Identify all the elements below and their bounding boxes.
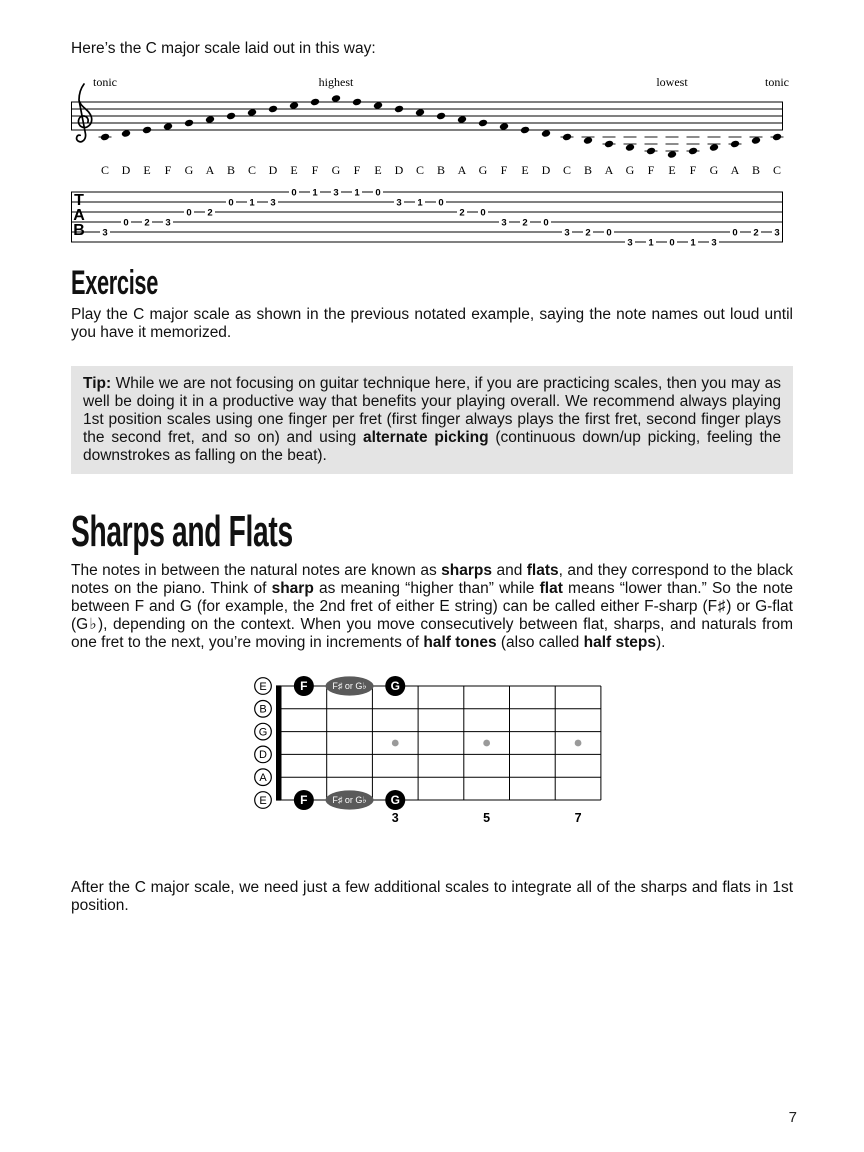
note-head [499,122,509,130]
note-head [667,150,677,158]
note-name: C [772,162,782,177]
note-name: B [436,162,446,177]
note-head [562,133,572,141]
note-head [352,98,362,106]
note-head [289,101,299,109]
fretboard-diagram [250,674,614,830]
note-name: G [625,162,635,177]
section-label: tonic [765,74,789,89]
note-name: D [268,162,278,177]
tab-fret-number: 0 [438,197,444,209]
tab-fret-number: 1 [690,237,696,249]
tab-fret-number: 3 [627,237,633,249]
note-head [310,98,320,106]
section-label: lowest [656,74,688,89]
note-name: D [121,162,131,177]
fret-number: 3 [391,810,399,825]
tab-fret-number: 2 [522,217,528,229]
tab-fret-number: 1 [312,187,318,199]
tab-fret-number: 0 [291,187,297,199]
string-label: D [259,748,267,761]
tab-fret-number: 0 [228,197,234,209]
tip-label: Tip: [83,374,112,392]
note-name: E [290,162,298,177]
tab-fret-number: 0 [669,237,675,249]
note-head [163,122,173,130]
note-marker-label: F [300,792,308,807]
tab-fret-number: 0 [606,227,612,239]
tab-fret-number: 3 [102,227,108,239]
note-head [247,108,257,116]
note-name: F [647,162,655,177]
tab-fret-number: 3 [396,197,402,209]
tab-fret-number: 2 [207,207,213,219]
string-label: B [259,703,267,716]
note-name: E [374,162,382,177]
tab-letter: B [73,221,85,239]
string-label: G [258,725,268,738]
tab-fret-number: 0 [186,207,192,219]
note-head [751,136,761,144]
note-head [121,129,131,137]
tab-fret-number: 0 [480,207,486,219]
sharps-flats-heading-text: Sharps and Flats [71,506,293,556]
tab-group [71,187,783,249]
inlay-dot [575,739,582,746]
tab-fret-number: 2 [585,227,591,239]
tab-fret-number: 1 [354,187,360,199]
note-name: B [583,162,593,177]
note-name: C [415,162,425,177]
note-head [100,133,110,141]
note-marker-label: F♯ or G♭ [332,794,367,805]
inlay-dot [392,739,399,746]
note-name: A [457,162,467,177]
note-name: A [730,162,740,177]
exercise-heading [71,263,793,302]
note-marker-label: G [390,678,400,693]
tip-bold-alternate-picking: alternate picking [362,428,489,446]
tip-text: Tip: While we are not focusing on guitar technique here, if you are practicing scales, then you may as well be doing it in a productive way that benefits your playing overall. We recommend always playing 1st position scales using one finger per fret (first finger always plays the first fret, second finger plays the second fret, and so on) and using alternate picking (continuous down/up picking, feeling the downstrokes as falling on the beat). [83,374,782,464]
note-name: F [353,162,361,177]
note-name: G [478,162,488,177]
nut [276,685,281,800]
note-head [688,147,698,155]
note-head [331,94,341,102]
tab-fret-number: 2 [144,217,150,229]
exercise-heading-text: Exercise [71,263,158,302]
note-name: C [100,162,110,177]
note-name: G [184,162,194,177]
note-name: C [562,162,572,177]
fret-number: 5 [483,810,491,825]
tab-fret-number: 3 [711,237,717,249]
string-label: E [259,794,267,807]
note-head [541,129,551,137]
note-head [226,112,236,120]
note-head [604,140,614,148]
note-head [373,101,383,109]
tab-fret-number: 3 [165,217,171,229]
tab-fret-number: 1 [417,197,423,209]
closing-text: After the C major scale, we need just a few additional scales to integrate all of the sharps and flats in 1st position. [71,878,793,914]
fretboard-wrapper [71,674,793,835]
tab-fret-number: 3 [270,197,276,209]
note-head [730,140,740,148]
note-head [583,136,593,144]
fret-number: 7 [574,810,582,825]
sharps-flats-body: The notes in between the natural notes are known as sharps and flats, and they correspond to the black notes on the piano. Think of sharp as meaning “higher than” while flat means “lower than.” So the note between F and G (for example, the 2nd fret of either E string) can be called either F-sharp (F♯) or G-flat (G♭), depending on the context. When you move consecutively between flat, sharps, and naturals from one fret to the next, you’re moving in increments of half tones (also called half steps). [71,561,793,651]
page-number: 7 [788,1109,797,1126]
note-head [709,143,719,151]
note-head [268,105,278,113]
note-name: A [205,162,215,177]
tab-fret-number: 3 [774,227,780,239]
string-label: A [259,771,267,784]
note-name: F [164,162,172,177]
tab-fret-number: 1 [648,237,654,249]
note-head [646,147,656,155]
sharps-flats-heading [71,506,793,556]
note-marker-label: F [300,678,308,693]
tab-fret-number: 0 [375,187,381,199]
treble-clef-icon [77,84,92,142]
tab-fret-number: 2 [753,227,759,239]
note-name: A [604,162,614,177]
note-name: B [226,162,236,177]
note-name: F [500,162,508,177]
note-head [205,115,215,123]
note-head [625,143,635,151]
tab-fret-number: 2 [459,207,465,219]
note-name: E [668,162,676,177]
note-name: D [541,162,551,177]
note-head [415,108,425,116]
tip-box [71,366,793,474]
note-head [478,119,488,127]
note-name: F [311,162,319,177]
note-name: C [247,162,257,177]
inlay-dot [483,739,490,746]
tab-fret-number: 0 [732,227,738,239]
tab-fret-number: 3 [333,187,339,199]
note-name: E [521,162,529,177]
exercise-body: Play the C major scale as shown in the previous notated example, saying the note names out loud until you have it memorized. [71,305,793,341]
tab-fret-number: 0 [543,217,549,229]
note-marker-label: G [390,792,400,807]
tab-letter: A [73,206,85,224]
note-head [142,126,152,134]
music-notation [71,70,793,252]
note-marker-label: F♯ or G♭ [332,680,367,691]
note-name: B [751,162,761,177]
intro-text: Here’s the C major scale laid out in this way: [71,40,376,57]
tab-fret-number: 0 [123,217,129,229]
string-label: E [259,680,267,693]
staff-group [71,75,789,177]
note-head [436,112,446,120]
note-head [772,133,782,141]
tab-letter: T [74,191,84,209]
tab-fret-number: 3 [501,217,507,229]
note-head [520,126,530,134]
tab-fret-number: 1 [249,197,255,209]
note-head [394,105,404,113]
note-name: E [143,162,151,177]
page-content [71,40,793,915]
note-name: D [394,162,404,177]
note-name: G [331,162,341,177]
note-head [184,119,194,127]
section-label: tonic [93,74,117,89]
note-name: G [709,162,719,177]
note-head [457,115,467,123]
tab-fret-number: 3 [564,227,570,239]
note-name: F [689,162,697,177]
section-label: highest [318,74,354,89]
